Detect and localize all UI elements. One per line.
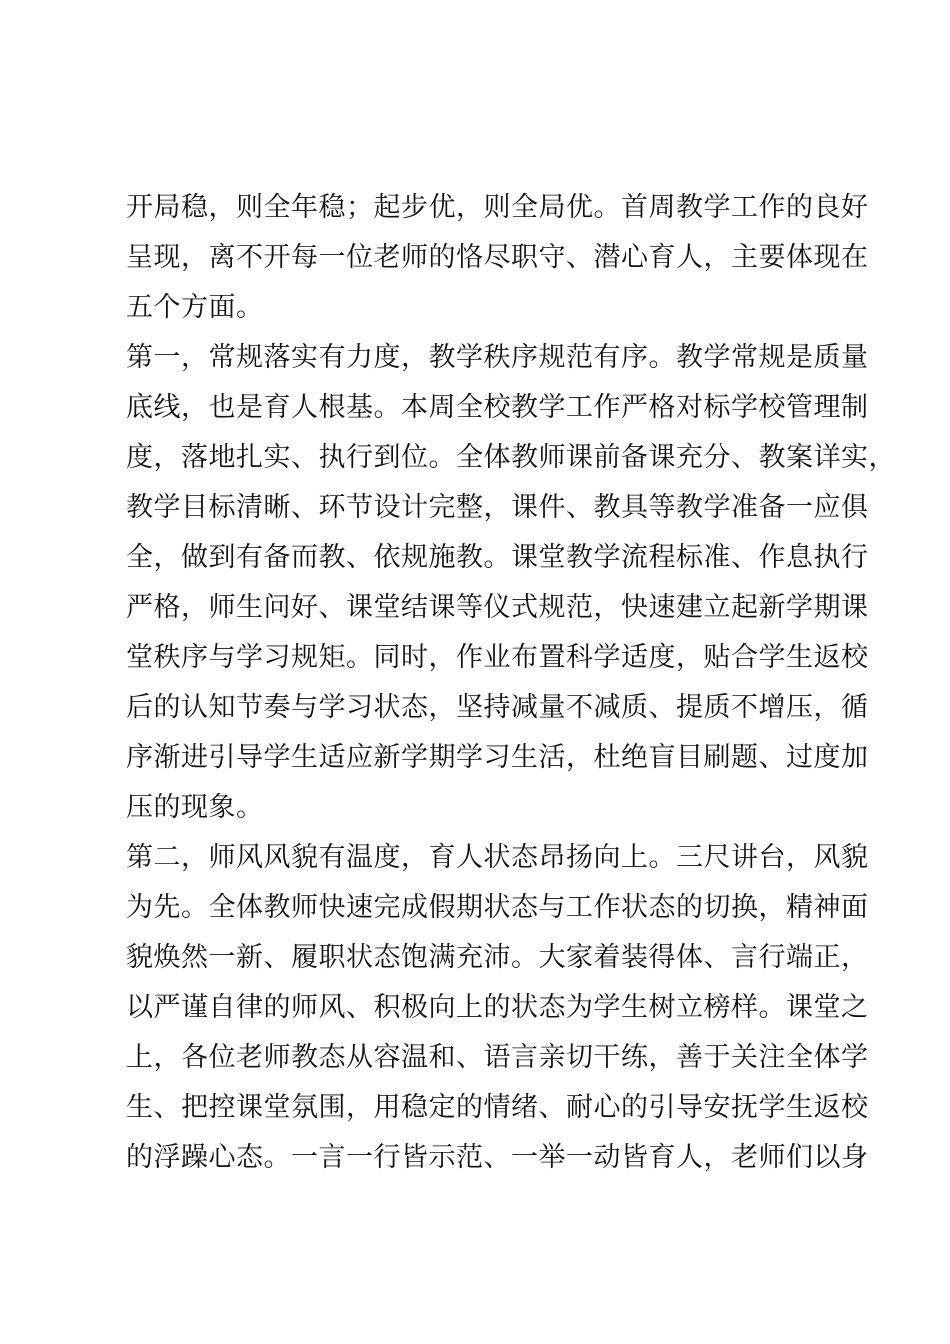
text-line: 为先。全体教师快速完成假期状态与工作状态的切换，精神面 [126, 892, 869, 923]
text-line: 以严谨自律的师风、积极向上的状态为学生树立榜样。课堂之 [126, 992, 869, 1023]
text-line: 严格，师生问好、课堂结课等仪式规范，快速建立起新学期课 [126, 592, 869, 623]
body-text [126, 183, 896, 1183]
text-line: 堂秩序与学习规矩。同时，作业布置科学适度，贴合学生返校 [126, 642, 869, 673]
text-line: 全，做到有备而教、依规施教。课堂教学流程标准、作息执行 [126, 542, 869, 573]
text-line: 貌焕然一新、履职状态饱满充沛。大家着装得体、言行端正， [126, 942, 869, 973]
text-line: 后的认知节奏与学习状态，坚持减量不减质、提质不增压，循 [126, 692, 869, 723]
text-line: 压的现象。 [126, 792, 264, 823]
text-line: 生、把控课堂氛围，用稳定的情绪、耐心的引导安抚学生返校 [126, 1092, 869, 1123]
text-line: 度，落地扎实、执行到位。全体教师课前备课充分、教案详实， [126, 442, 896, 473]
text-line: 序渐进引导学生适应新学期学习生活，杜绝盲目刷题、过度加 [126, 742, 869, 773]
text-line: 的浮躁心态。一言一行皆示范、一举一动皆育人，老师们以身 [126, 1142, 869, 1173]
text-line: 底线，也是育人根基。本周全校教学工作严格对标学校管理制 [126, 392, 869, 423]
text-line: 第一，常规落实有力度，教学秩序规范有序。教学常规是质量 [126, 342, 869, 373]
text-line: 开局稳，则全年稳；起步优，则全局优。首周教学工作的良好 [126, 192, 869, 223]
text-line: 教学目标清晰、环节设计完整，课件、教具等教学准备一应俱 [126, 492, 869, 523]
text-line: 五个方面。 [126, 292, 264, 323]
text-line: 呈现，离不开每一位老师的恪尽职守、潜心育人，主要体现在 [126, 242, 869, 273]
text-line: 第二，师风风貌有温度，育人状态昂扬向上。三尺讲台，风貌 [126, 842, 869, 873]
text-line: 上，各位老师教态从容温和、语言亲切干练，善于关注全体学 [126, 1042, 869, 1073]
